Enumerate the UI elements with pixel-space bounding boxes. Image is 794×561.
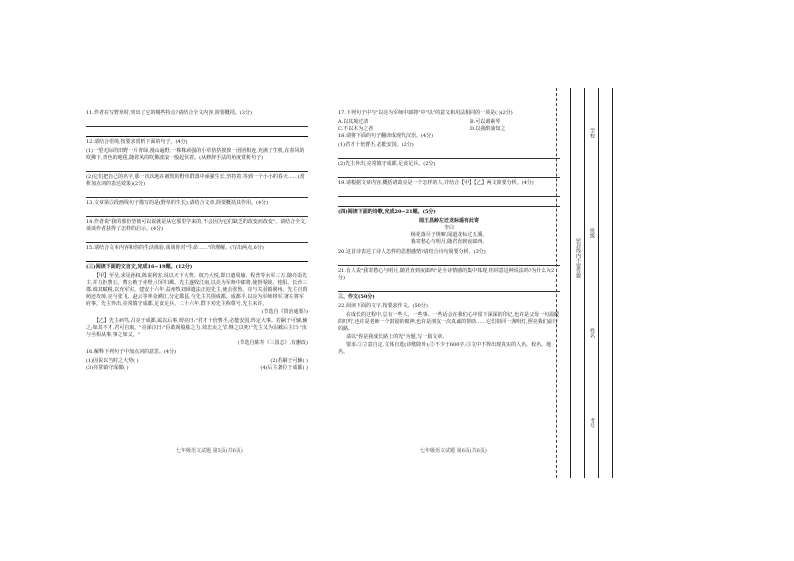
binding-line: [598, 88, 599, 478]
question-12: 12.请结合语境,按要求赏析下面的句子。(4分): [86, 139, 188, 145]
answer-line: [338, 284, 560, 292]
question-20: 20.这首诗表达了诗人怎样的思想感情?请结合诗句简要分析。(3分): [338, 249, 486, 255]
question-18: 18.请将下面的句子翻译成现代汉语。(4分): [338, 133, 434, 139]
answer-line: [86, 119, 308, 127]
essay-requirements: 要求:①立意自定,文体自选(诗歌除外);②不少于600字;③文中不得出现真实的人名、校名、地名。: [338, 342, 552, 355]
binding-label-name: 姓名: [589, 328, 595, 338]
binding-label-class: 班级: [589, 228, 595, 238]
page-footer-left: 七年级语文试题 第5页(共6页): [176, 448, 243, 454]
classical-text-a: 【甲】至吴,求见孙权,陈说利害,说以天下大势。权乃大悦,即日遣周瑜、程普等水军三万,随亮诣先主,并力拒曹公。曹公败于赤壁,引军归邺。先主遂收江南,以亮为军师中郎将,使督零陵、桂阳、长沙三郡,调其赋税,以充军实。建安十六年,益州牧刘璋遣法正迎先主,使击张鲁。亮与关羽镇荆州。先主自葭萌还攻璋,亮与张飞、赵云等率众溯江,分定郡县,与先主共围成都。成都平,以亮为军师将军,署左将军府事。先主外出,亮常镇守成都,足食足兵。二十六年,群下劝先主称尊号,先主未许。: [86, 273, 308, 307]
question-19: 19.请根据文章内容,概括诸葛亮是一个怎样的人,并结合【甲】【乙】两文简要分析。(4分): [338, 180, 534, 186]
right-page: [338, 110, 560, 357]
question-13: 13.文章第⑤段画线句子描写的是(野草的生长),请结合文章,简要概括其作用。(4分): [86, 200, 269, 206]
option-d: D.以我酌油知之: [470, 126, 506, 132]
q16-item-2: (2)若嗣子可辅( ): [270, 358, 308, 364]
section-3-heading: (三)阅读下面的文言文,完成16~19题。(12分): [86, 264, 193, 270]
binding-label-school: 学校: [589, 128, 595, 138]
answer-line: [338, 151, 560, 159]
binding-line: [570, 88, 571, 478]
section-4-heading: (四)阅读下面的诗歌,完成20~21题。(5分): [338, 209, 436, 215]
question-12-1: (1)一望无际的田野一片青绿,漫山遍野,一株株顽强的小草挤挤挨挨一团团相连,充满了生机,在春风的吹拂下,青色的地毯,随着风的吹拂波浪一般起伏着。(从修辞手法的角度赏析句子): [86, 148, 305, 161]
binding-margin: [560, 88, 620, 478]
question-18-2: (2)先主外出,亮常镇守成都,足食足兵。(2分): [338, 161, 436, 167]
seal-notice: 密封线内不要答题: [575, 238, 581, 278]
page-footer-right: 七年级语文试题 第6页(共6页): [420, 448, 487, 454]
binding-label-id: 考号: [589, 418, 595, 428]
q17-options-row-2: [338, 126, 560, 133]
binding-line: [584, 88, 585, 478]
q17-options-row-1: [338, 119, 560, 126]
question-17: 17.下列句子中与"以亮为军师中郎将"中"以"的意义和用法相同的一项是( )(2分): [338, 110, 513, 116]
binding-line: [612, 88, 613, 478]
option-b: B.可以调素琴: [470, 119, 501, 125]
option-a: A.以其境过清: [338, 119, 369, 125]
answer-line: [338, 258, 560, 266]
section-5-heading: 三、作文(50分): [338, 294, 375, 300]
answer-line: [338, 189, 560, 197]
left-page: [86, 110, 308, 372]
q16-item-3: (3)亮常镇守成都( ): [86, 365, 129, 371]
question-21: 21.有人说"我寄愁心与明月,随君直到夜郎西"是全诗情感的集中体现,你同意这种说法吗?为什么?(2分): [338, 268, 555, 281]
option-c: C.不以木为之者: [338, 126, 374, 132]
answer-line: [86, 254, 308, 262]
q16-item-4: (4)后主袭位于成都( ): [260, 365, 308, 371]
question-12-2: (2)它们把自己的名字,那一次次地在被毁的野草群落中顽强生长,坚持着,等到一个小小的春天……(赏析加点词的表达效果)(2分): [86, 174, 305, 187]
seal-dashed-line: [556, 88, 557, 478]
source-note-b: (节选自陈寿《三国志》,有删改): [237, 340, 308, 346]
answer-line: [86, 190, 308, 198]
question-11: 11.作者在写野草时,突出了它的哪些特点?请结合全文内容,简要概括。(3分): [86, 110, 252, 116]
q16-row-1: [86, 358, 308, 365]
question-22: 22.阅读下面的文字,按要求作文。(50分): [338, 303, 428, 309]
poem-line-2: 我寄愁心与明月,随君直到夜郎西。: [410, 239, 488, 245]
answer-line: [338, 199, 560, 207]
question-15: 15.请结合文本内容和你的生活体验,谈谈你对"生命……"的理解。(写出两点,6分): [86, 245, 264, 251]
q16-item-1: (1)因说以当时之大势( ): [86, 358, 139, 364]
answer-line: [338, 170, 560, 178]
source-note-a: (节选自《资治通鉴》): [261, 309, 308, 315]
poem-line-1: 杨花落尽子规啼,闻道龙标过五溪。: [410, 232, 488, 238]
answer-line: [86, 209, 308, 217]
q16-row-2: [86, 365, 308, 372]
poem-title: 闻王昌龄左迁龙标遥有此寄: [418, 218, 479, 224]
question-18-1: (1)君才十倍曹丕,必能安国。(2分): [338, 142, 414, 148]
answer-line: [86, 129, 308, 137]
essay-topic: 请以"你是我成长路上的光"为题,写一篇文章。: [346, 334, 448, 340]
poem-author: 李白: [443, 225, 454, 231]
essay-prompt: 在成长的过程中,总有一些人、一些事、一些话会在我们心中留下深深的印记,也许是父母一句温暖的叮咛,也许是老师一个鼓励的眼神,也许是朋友一次真诚的帮助……它们如同一盏明灯,照亮我们前行的路。: [338, 312, 560, 332]
classical-text-b: 【乙】先主病笃,召亮于成都,属以后事,谓亮曰:"君才十倍曹丕,必能安国,终定大事。若嗣子可辅,辅之;如其不才,君可自取。"亮涕泣曰:"臣敢竭股肱之力,效忠贞之节,继之以死!"先主又为诏敕后主曰:"汝与丞相从事,事之如父。": [86, 318, 308, 338]
question-16: 16.解释下列句子中加点词的意思。(4分): [86, 349, 177, 355]
question-14: 14.作者说"我的那份坚韧可以说就是从它那里学来的,不会因为它们缺乏的改变而改变"。请结合全文,谈谈作者获得了怎样的启示。(4分): [86, 219, 307, 232]
answer-line: [86, 235, 308, 243]
answer-line: [86, 164, 308, 172]
